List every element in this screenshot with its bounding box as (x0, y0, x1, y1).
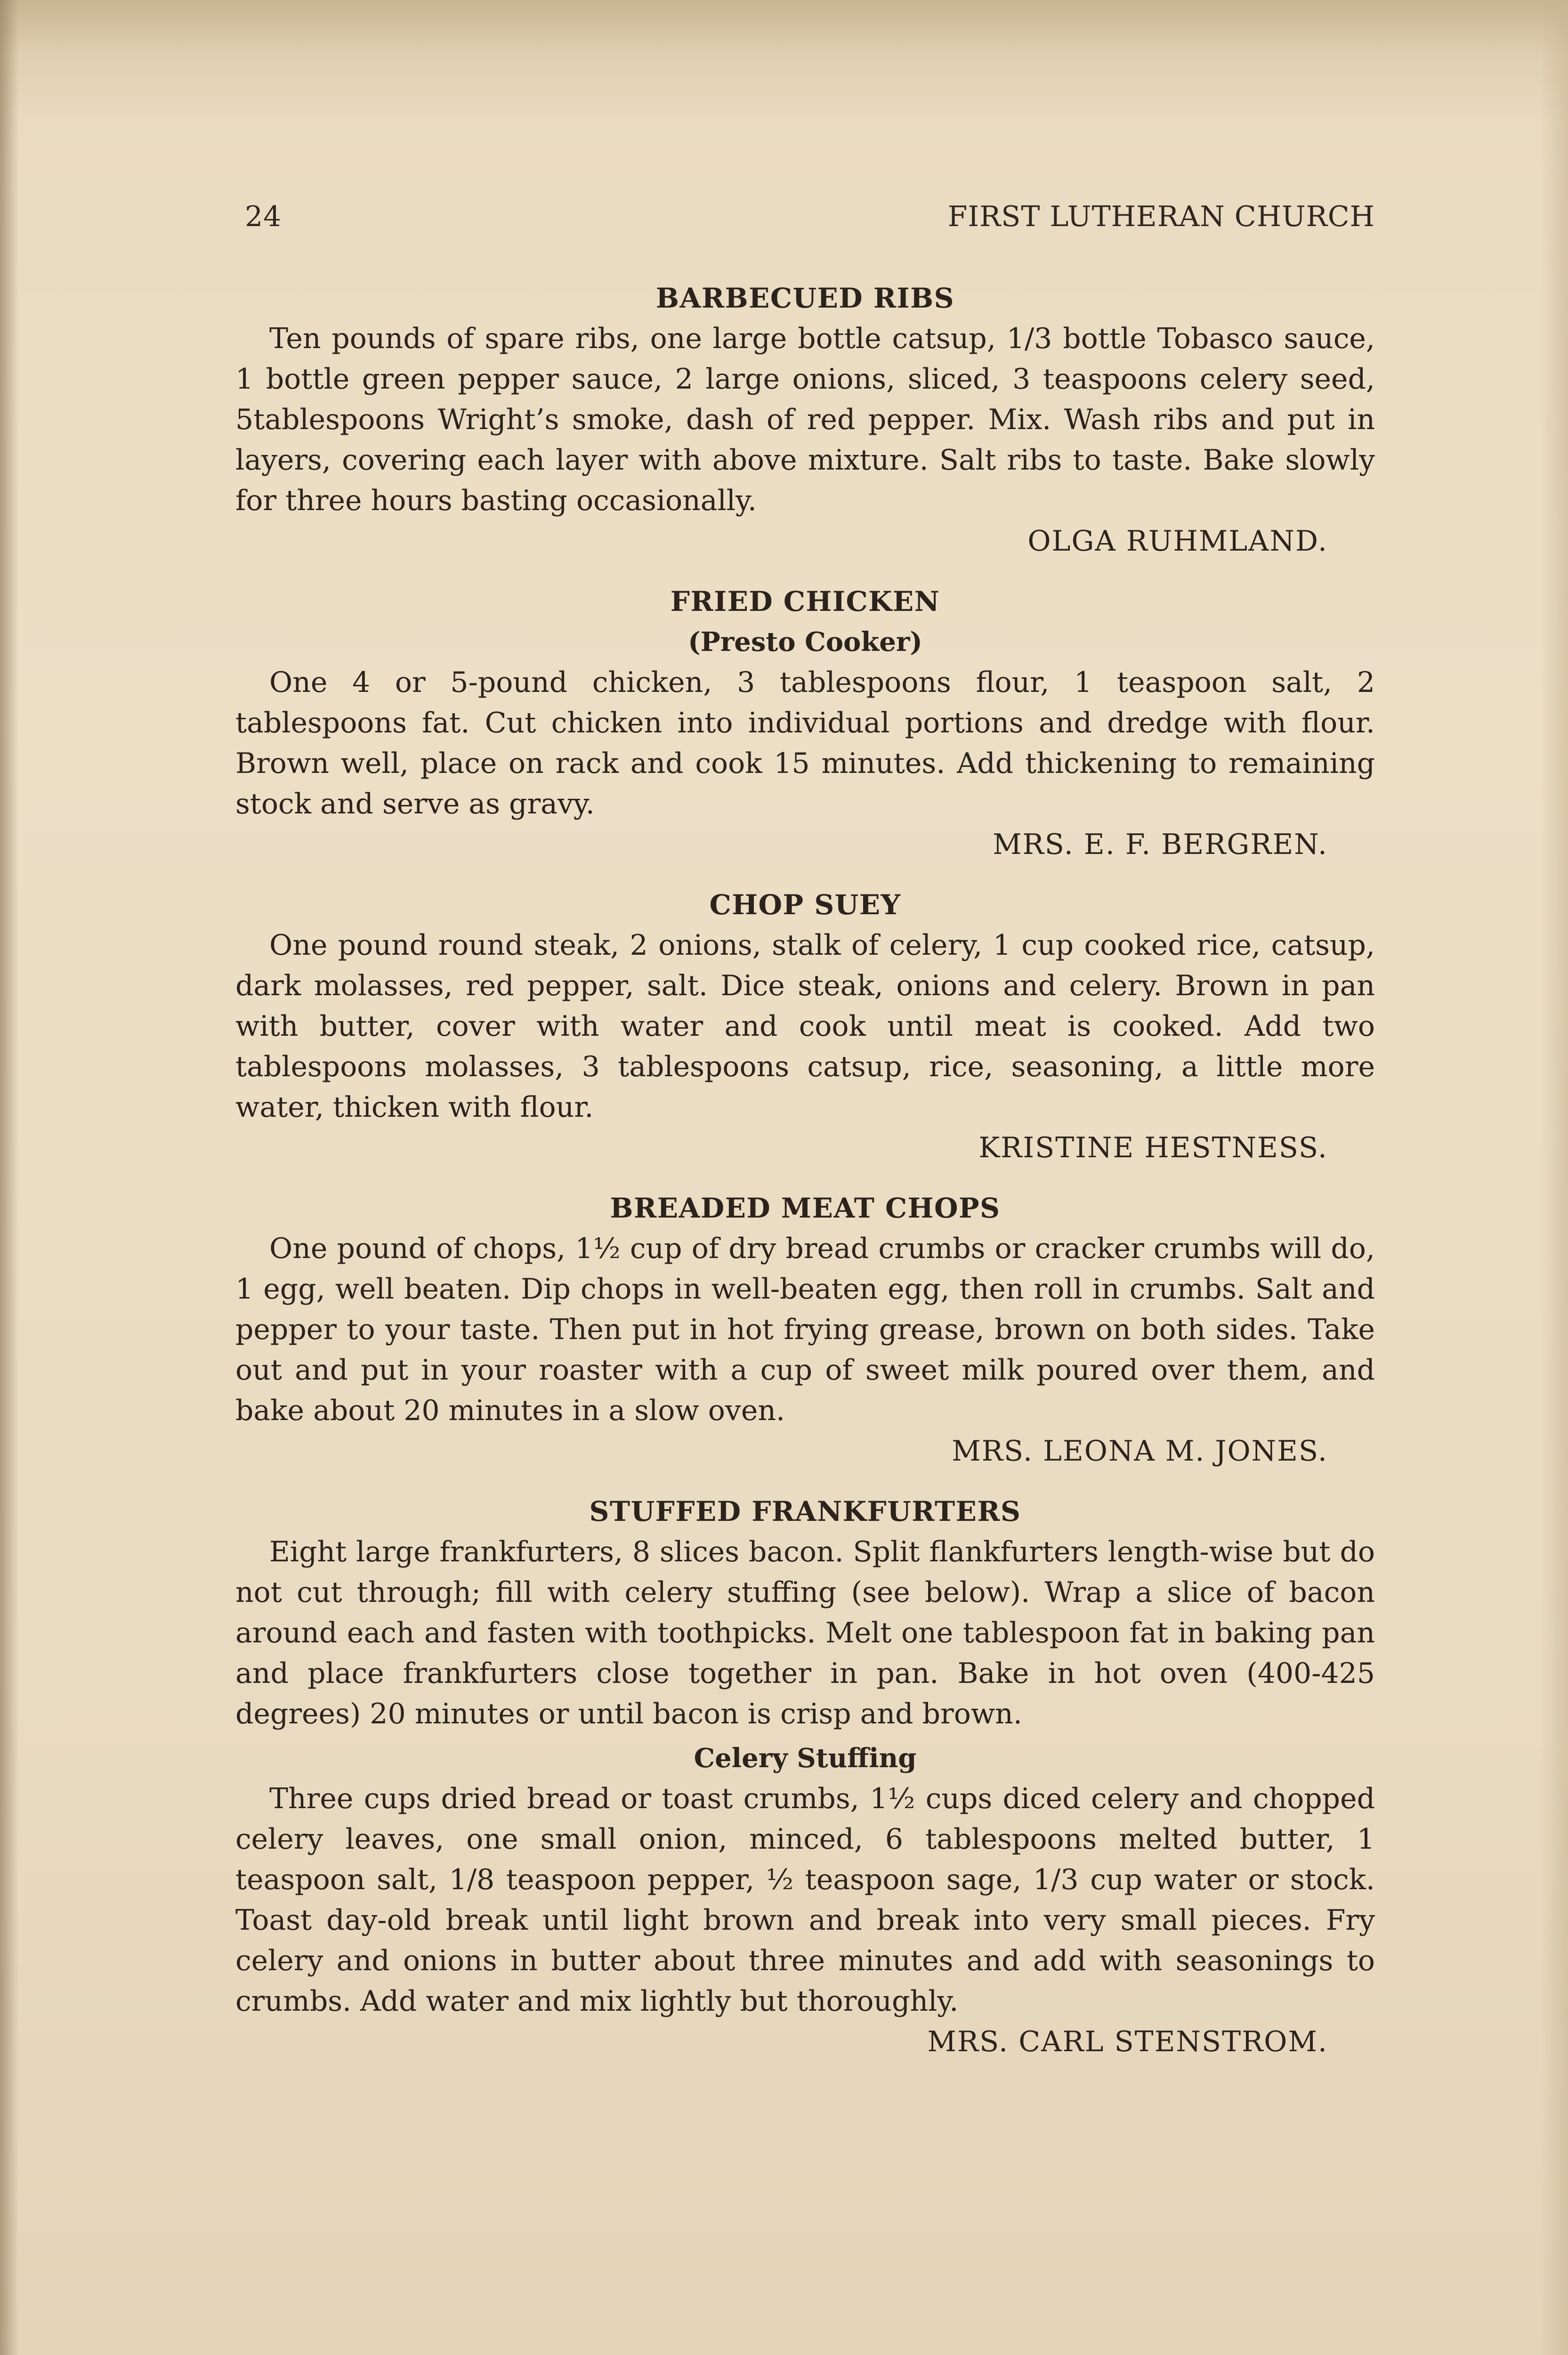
page-number: 24 (245, 200, 282, 233)
recipe-breaded-meat-chops (235, 1188, 1375, 1471)
recipe-body: One 4 or 5-pound chicken, 3 tablespoons flour, 1 teaspoon salt, 2 tablespoons fat. Cut chicken into individual portions and dredge with flour. Brown well, place on rack and cook 15 minutes. Add thickening to remaining stock and serve as gravy. (235, 666, 1375, 820)
recipe-subtitle: (Presto Cooker) (688, 626, 922, 658)
sub-recipe-body: Three cups dried bread or toast crumbs, 1½ cups diced celery and chopped celery leaves, one small onion, minced, 6 tablespoons melted butter, 1 teaspoon salt, 1/8 teaspoon pepper, ½ teaspoon sage, 1/3 cup water or stock. Toast day-old break until light brown and break into very small pieces. Fry celery and onions in butter about three minutes and add with seasonings to crumbs. Add water and mix lightly but thoroughly. (235, 1782, 1375, 2018)
recipe-body: Eight large frankfurters, 8 slices bacon. Split flankfurters length-wise but do not cut through; fill with celery stuffing (see below). Wrap a slice of bacon around each and fasten with toothpicks. Melt one tablespoon fat in baking pan and place frankfurters close together in pan. Bake in hot oven (400-425 degrees) 20 minutes or until bacon is crisp and brown. (235, 1535, 1375, 1730)
page-edge-shade (1540, 0, 1568, 2355)
recipe-fried-chicken (235, 581, 1375, 865)
running-head (245, 200, 1375, 243)
recipe-title: BARBECUED RIBS (655, 282, 955, 314)
recipe-chop-suey (235, 885, 1375, 1168)
recipe-body: Ten pounds of spare ribs, one large bottle catsup, 1/3 bottle Tobasco sauce, 1 bottle green pepper sauce, 2 large onions, sliced, 3 teaspoons celery seed, 5tablespoons Wright’s smoke, dash of red pepper. Mix. Wash ribs and put in layers, covering each layer with above mixture. Salt ribs to taste. Bake slowly for three hours basting occasionally. (235, 322, 1375, 517)
recipe-body: One pound round steak, 2 onions, stalk of celery, 1 cup cooked rice, catsup, dark molasses, red pepper, salt. Dice steak, onions and celery. Brown in pan with butter, cover with water and cook until meat is cooked. Add two tablespoons molasses, 3 tablespoons catsup, rice, seasoning, a little more water, thicken with flour. (235, 929, 1375, 1124)
recipe-author: MRS. CARL STENSTROM. (927, 2025, 1328, 2058)
running-head-title: FIRST LUTHERAN CHURCH (947, 200, 1375, 233)
recipe-title: BREADED MEAT CHOPS (610, 1192, 1001, 1224)
recipe-stuffed-frankfurters (235, 1491, 1375, 2062)
recipe-body: One pound of chops, 1½ cup of dry bread crumbs or cracker crumbs will do, 1 egg, well beaten. Dip chops in well-beaten egg, then roll in crumbs. Salt and pepper to your taste. Then put in hot frying grease, brown on both sides. Take out and put in your roaster with a cup of sweet milk poured over them, and bake about 20 minutes in a slow oven. (235, 1232, 1375, 1427)
recipe-author: MRS. E. F. BERGREN. (993, 828, 1328, 861)
recipe-barbecued-ribs (235, 278, 1375, 561)
recipe-title: STUFFED FRANKFURTERS (589, 1495, 1021, 1527)
recipe-author: OLGA RUHMLAND. (1027, 525, 1328, 558)
recipe-title: FRIED CHICKEN (670, 585, 940, 617)
sub-recipe-title: Celery Stuffing (694, 1743, 917, 1774)
recipe-author: MRS. LEONA M. JONES. (952, 1435, 1328, 1468)
recipe-author: KRISTINE HESTNESS. (978, 1131, 1328, 1164)
recipe-title: CHOP SUEY (709, 889, 901, 921)
recipe-content (235, 278, 1375, 2082)
